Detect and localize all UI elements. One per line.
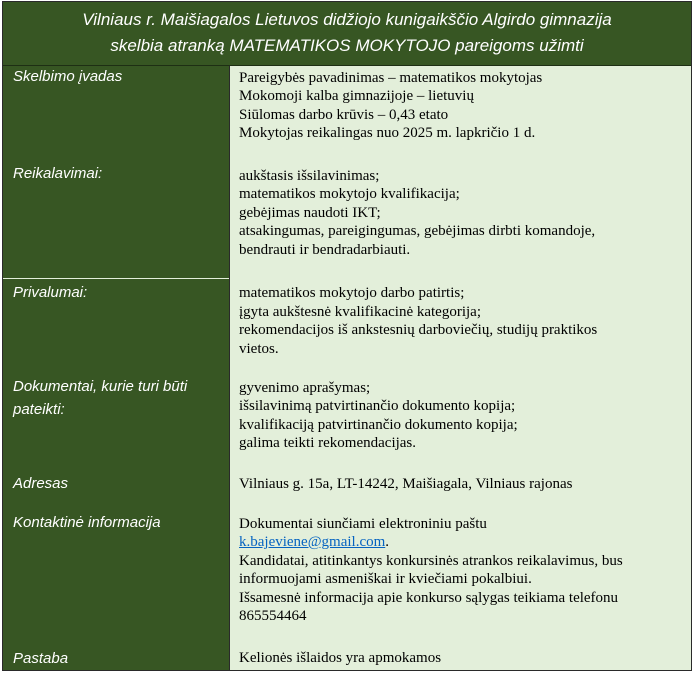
- email-trailing-period: .: [385, 534, 390, 550]
- header-title-line1: Vilniaus r. Maišiagalos Lietuvos didžiojo kunigaikščio Algirdo gimnazija: [82, 10, 612, 29]
- intro-line: Mokytojas reikalingas nuo 2025 m. lapkričio 1 d.: [239, 125, 536, 141]
- note-label: Pastaba: [13, 650, 69, 667]
- note-value: Kelionės išlaidos yra apmokamos: [239, 650, 442, 666]
- intro-label: Skelbimo įvadas: [13, 68, 123, 85]
- contact-phone: 865554464: [239, 608, 307, 624]
- advantage-item: rekomendacijos iš ankstesnių darboviečių, studijų praktikos: [239, 322, 598, 338]
- requirement-item: matematikos mokytojo kvalifikacija;: [239, 186, 460, 202]
- email-link[interactable]: k.bajeviene@gmail.com: [239, 534, 386, 550]
- documents-label: pateikti:: [13, 401, 65, 418]
- contact-label: Kontaktinė informacija: [13, 514, 161, 531]
- requirement-item: atsakingumas, pareigingumas, gebėjimas dirbti komandoje,: [239, 223, 596, 239]
- requirement-item: gebėjimas naudoti IKT;: [239, 205, 381, 221]
- column-divider: [229, 66, 230, 670]
- documents-label: Dokumentai, kurie turi būti: [13, 378, 188, 395]
- contact-line: Dokumentai siunčiami elektroniniu paštu: [239, 516, 487, 532]
- intro-line: Mokomoji kalba gimnazijoje – lietuvių: [239, 88, 474, 104]
- requirement-item: aukštasis išsilavinimas;: [239, 168, 380, 184]
- document-item: galima teikti rekomendacijas.: [239, 435, 417, 451]
- intro-line: Siūlomas darbo krūvis – 0,43 etato: [239, 107, 449, 123]
- requirements-label: Reikalavimai:: [13, 165, 103, 182]
- contact-line: Kandidatai, atitinkantys konkursinės atrankos reikalavimus, bus: [239, 553, 623, 569]
- advantage-item: matematikos mokytojo darbo patirtis;: [239, 285, 465, 301]
- address-label: Adresas: [13, 475, 69, 492]
- document-item: išsilavinimą patvirtinančio dokumento kopija;: [239, 398, 516, 414]
- document-item: gyvenimo aprašymas;: [239, 380, 371, 396]
- contact-line: Išsamesnė informacija apie konkurso sąlygas teikiama telefonu: [239, 590, 619, 606]
- contact-line: informuojami asmeniškai ir kviečiami pokalbiui.: [239, 571, 532, 587]
- advantages-label: Privalumai:: [13, 284, 88, 301]
- header-title-line2: skelbia atranką MATEMATIKOS MOKYTOJO pareigoms užimti: [110, 36, 584, 55]
- document-item: kvalifikaciją patvirtinančio dokumento kopija;: [239, 417, 518, 433]
- contact-email-line: [239, 533, 389, 552]
- advantage-item: vietos.: [239, 341, 279, 357]
- posting-header: [3, 2, 691, 66]
- job-posting-table: [2, 1, 692, 671]
- requirement-item: bendrauti ir bendradarbiauti.: [239, 242, 411, 258]
- intro-line: Pareigybės pavadinimas – matematikos mokytojas: [239, 70, 543, 86]
- advantage-item: įgyta aukštesnė kvalifikacinė kategorija;: [239, 304, 481, 320]
- address-value: Vilniaus g. 15a, LT-14242, Maišiagala, Vilniaus rajonas: [239, 476, 573, 492]
